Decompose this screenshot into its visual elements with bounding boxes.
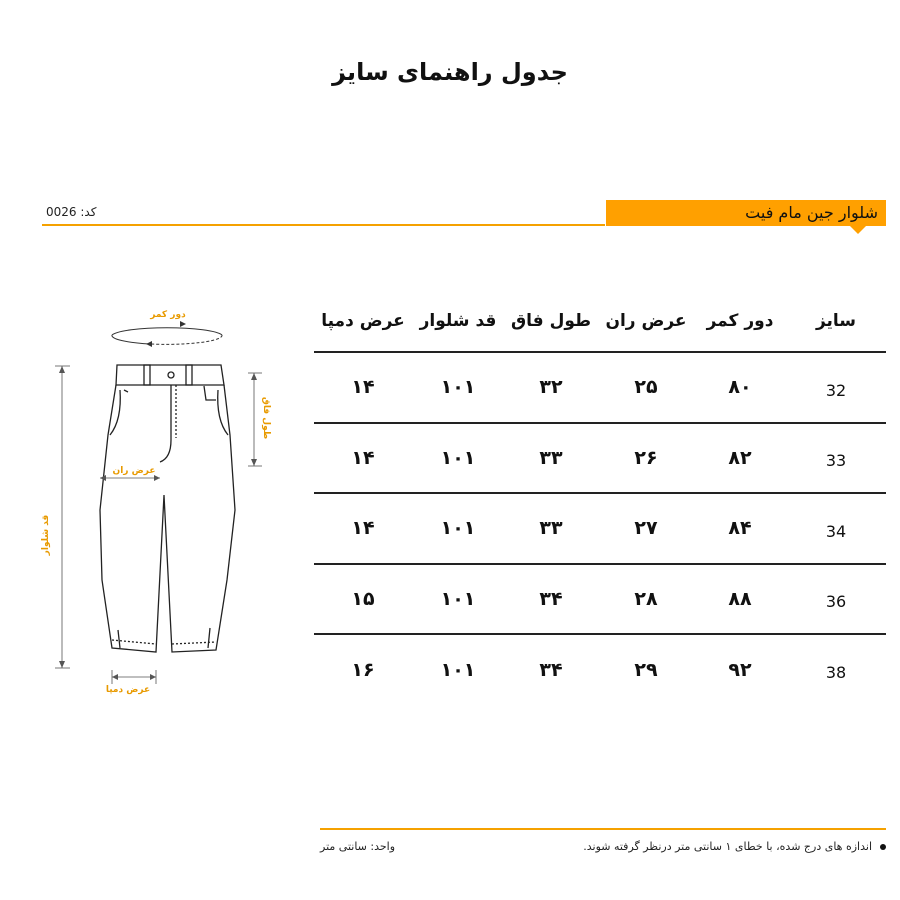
cell-thigh: ۲۹: [634, 658, 658, 681]
rise-measure: [248, 373, 262, 466]
cell-size: 34: [786, 493, 886, 564]
cell-waist: ۸۰: [694, 352, 786, 423]
table-row: [314, 352, 886, 423]
cell-size: 32: [786, 352, 886, 423]
cell-thigh: ۲۵: [598, 352, 694, 423]
table-row: [314, 634, 886, 705]
hem-label: عرض دمپا: [105, 685, 151, 695]
table-row: [314, 423, 886, 494]
cell-hem: ۱۴: [314, 493, 412, 564]
size-table: [314, 290, 886, 705]
cell-waist: ۸۸: [694, 564, 786, 635]
cell-rise: ۳۳: [504, 493, 598, 564]
header-length: قد شلوار: [412, 290, 504, 352]
page-title: جدول راهنمای سایز: [332, 58, 568, 86]
product-tab-tail: [850, 226, 866, 234]
waist-label: دور کمر: [150, 310, 186, 320]
cell-rise: ۳۳: [504, 423, 598, 494]
jeans-diagram: [0, 290, 300, 710]
footer-note-text: اندازه های درج شده، با خطای ۱ سانتی متر درنظر گرفته شوند.: [583, 840, 872, 853]
unit-label: واحد: سانتی متر: [320, 840, 396, 853]
table-row: [314, 493, 886, 564]
arrow-icon: [180, 321, 186, 327]
table-row: [314, 564, 886, 635]
thigh-label: عرض ران: [112, 466, 156, 476]
waist-measure: [112, 321, 222, 347]
table-header-row: [314, 290, 886, 352]
cell-length: ۱۰۱: [440, 658, 476, 681]
arrow-icon: [146, 341, 152, 347]
cell-rise: ۳۴: [504, 564, 598, 635]
cell-size: 38: [825, 663, 847, 683]
cell-thigh: ۲۷: [598, 493, 694, 564]
product-code: کد: 0026: [46, 205, 97, 219]
product-name-tab: شلوار جین مام فیت: [606, 200, 886, 226]
header-thigh: عرض ران: [598, 290, 694, 352]
cell-length: ۱۰۱: [412, 352, 504, 423]
hem-measure: [112, 670, 156, 684]
rise-label: طول فاق: [261, 396, 271, 440]
header-waist: دور کمر: [694, 290, 786, 352]
cell-waist: ۸۴: [694, 493, 786, 564]
pants-outline: [100, 365, 235, 652]
header-rise: طول فاق: [504, 290, 598, 352]
length-label: قد شلوار: [41, 514, 51, 556]
cell-hem: ۱۶: [351, 658, 375, 681]
header-size: سایز: [786, 290, 886, 352]
cell-thigh: ۲۸: [598, 564, 694, 635]
header-divider: [42, 224, 605, 226]
cell-waist: ۸۲: [694, 423, 786, 494]
cell-hem: ۱۵: [314, 564, 412, 635]
length-measure: [55, 366, 70, 668]
cell-length: ۱۰۱: [412, 493, 504, 564]
bullet-icon: [880, 844, 886, 850]
header-hem: عرض دمپا: [314, 290, 412, 352]
cell-rise: ۳۲: [504, 352, 598, 423]
cell-hem: ۱۴: [314, 423, 412, 494]
cell-thigh: ۲۶: [598, 423, 694, 494]
cell-length: ۱۰۱: [412, 564, 504, 635]
cell-size: 33: [786, 423, 886, 494]
cell-rise: ۳۴: [539, 658, 563, 681]
footer-divider: [320, 828, 886, 830]
cell-length: ۱۰۱: [412, 423, 504, 494]
cell-waist: ۹۲: [728, 658, 752, 681]
cell-hem: ۱۴: [314, 352, 412, 423]
footer-note: [583, 840, 886, 853]
cell-size: 36: [786, 564, 886, 635]
